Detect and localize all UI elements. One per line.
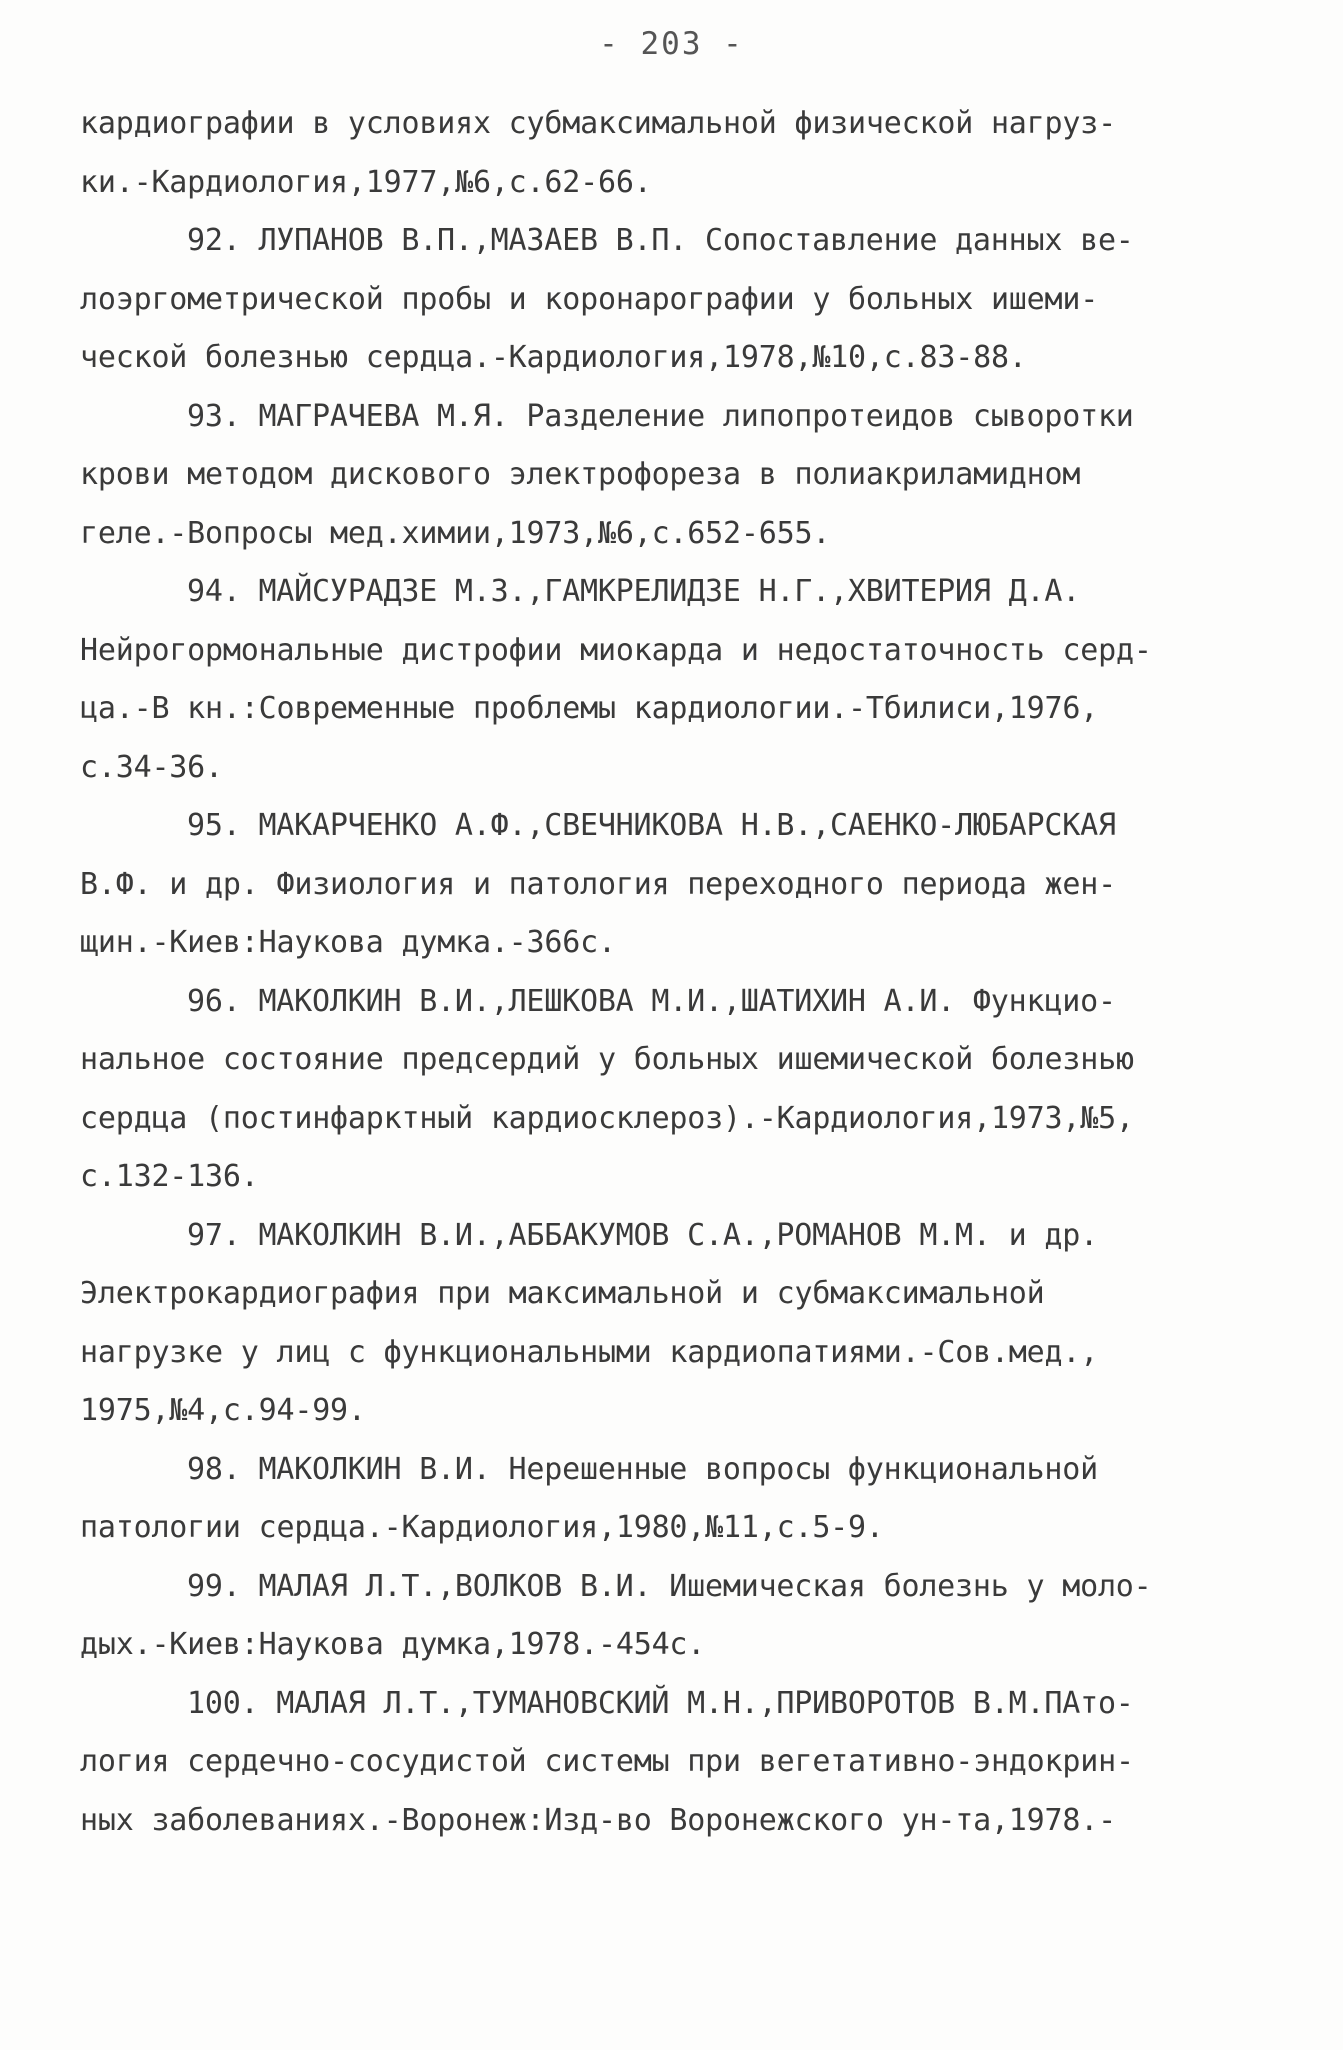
bibliography-line: геле.-Вопросы мед.химии,1973,№6,с.652-655. bbox=[80, 515, 831, 551]
bibliography-line: кардиографии в условиях субмаксимальной физической нагруз- bbox=[80, 106, 1116, 141]
bibliography-line: дых.-Киев:Наукова думка,1978.-454с. bbox=[80, 1627, 706, 1662]
bibliography-line: ки.-Кардиология,1977,№6,с.62-66. bbox=[80, 164, 652, 200]
bibliography-entry-start-line: 95. МАКАРЧЕНКО А.Ф.,СВЕЧНИКОВА Н.В.,САЕНКО-ЛЮБАРСКАЯ bbox=[187, 808, 1116, 843]
bibliography-text bbox=[80, 95, 1280, 1850]
bibliography-entry-start-line: 92. ЛУПАНОВ В.П.,МАЗАЕВ В.П. Сопоставление данных ве- bbox=[187, 223, 1134, 258]
bibliography-line: 1975,№4,с.94-99. bbox=[80, 1393, 366, 1428]
page-number: - 203 - bbox=[599, 26, 744, 62]
bibliography-entry-start-line: 93. МАГРАЧЕВА М.Я. Разделение липопротеидов сыворотки bbox=[187, 398, 1134, 434]
bibliography-line: Нейрогормональные дистрофии миокарда и недостаточность серд- bbox=[80, 632, 1152, 668]
bibliography-line: крови методом дискового электрофореза в полиакриламидном bbox=[80, 457, 1081, 492]
bibliography-line: с.132-136. bbox=[80, 1159, 259, 1194]
bibliography-line: нагрузке у лиц с функциональными кардиопатиями.-Сов.мед., bbox=[80, 1334, 1099, 1370]
bibliography-line: патологии сердца.-Кардиология,1980,№11,с.5-9. bbox=[80, 1510, 884, 1545]
bibliography-line: ца.-В кн.:Современные проблемы кардиологии.-Тбилиси,1976, bbox=[80, 691, 1099, 726]
bibliography-line: сердца (постинфарктный кардиосклероз).-Кардиология,1973,№5, bbox=[80, 1100, 1134, 1136]
bibliography-line: щин.-Киев:Наукова думка.-366с. bbox=[80, 925, 616, 960]
bibliography-line: ческой болезнью сердца.-Кардиология,1978,№10,с.83-88. bbox=[80, 340, 1027, 375]
bibliography-line: лоэргометрической пробы и коронарографии у больных ишеми- bbox=[80, 281, 1099, 317]
bibliography-entry-start-line: 98. МАКОЛКИН В.И. Нерешенные вопросы функциональной bbox=[187, 1451, 1098, 1487]
bibliography-line: ных заболеваниях.-Воронеж:Изд-во Воронежского ун-та,1978.- bbox=[80, 1802, 1116, 1838]
bibliography-entry-start-line: 99. МАЛАЯ Л.Т.,ВОЛКОВ В.И. Ишемическая болезнь у моло- bbox=[187, 1568, 1152, 1604]
bibliography-line: логия сердечно-сосудистой системы при вегетативно-эндокрин- bbox=[80, 1744, 1134, 1779]
bibliography-entry-start-line: 100. МАЛАЯ Л.Т.,ТУМАНОВСКИЙ М.Н.,ПРИВОРОТОВ В.М.ПАто- bbox=[187, 1685, 1134, 1721]
bibliography-line: В.Ф. и др. Физиология и патология переходного периода жен- bbox=[80, 866, 1116, 902]
bibliography-entry-start-line: 97. МАКОЛКИН В.И.,АББАКУМОВ С.А.,РОМАНОВ М.М. и др. bbox=[187, 1217, 1098, 1253]
bibliography-line: Электрокардиография при максимальной и субмаксимальной bbox=[80, 1276, 1045, 1311]
bibliography-line: нальное состояние предсердий у больных ишемической болезнью bbox=[80, 1042, 1134, 1077]
bibliography-entry-start-line: 94. МАЙСУРАДЗЕ М.З.,ГАМКРЕЛИДЗЕ Н.Г.,ХВИТЕРИЯ Д.А. bbox=[187, 574, 1081, 609]
bibliography-entry-start-line: 96. МАКОЛКИН В.И.,ЛЕШКОВА М.И.,ШАТИХИН А.И. Функцио- bbox=[187, 983, 1116, 1019]
bibliography-line: с.34-36. bbox=[80, 749, 223, 785]
